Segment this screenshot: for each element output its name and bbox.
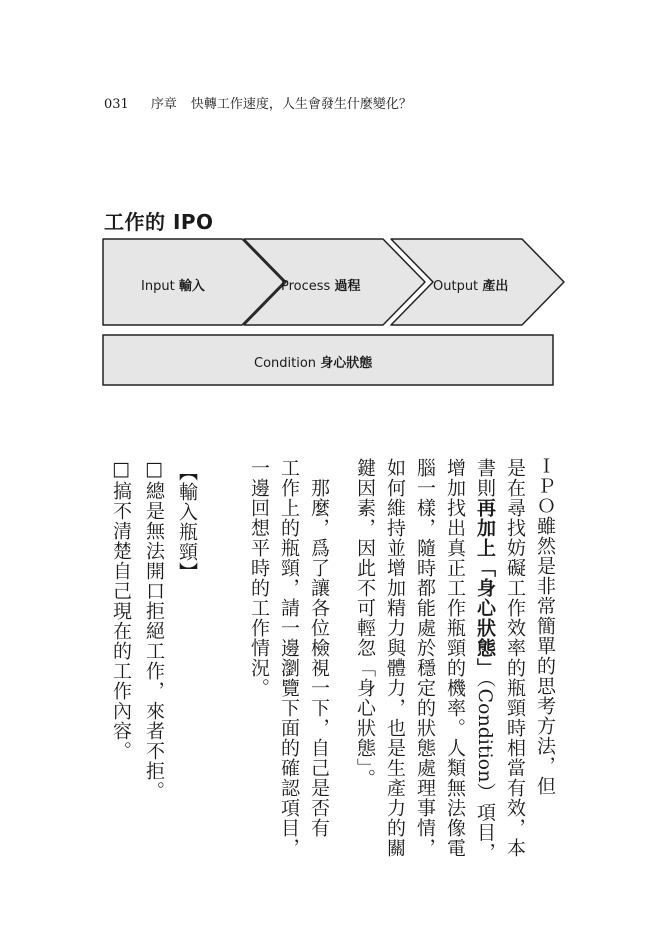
body-line-5: 腦一樣，隨時都能處於穩定的狀態處理事情， xyxy=(414,458,436,858)
body-line-8: 那麼，爲了讓各位檢視一下，自己是否有 xyxy=(308,458,330,838)
body-line-2: 是在尋找妨礙工作效率的瓶頸時相當有效，本 xyxy=(504,458,526,858)
body-line-6: 如何維持並增加精力與體力，也是生產力的關 xyxy=(384,458,406,858)
body-line-10: 一邊回想平時的工作情況。 xyxy=(248,458,270,698)
process-label: Process 過程 xyxy=(281,279,361,294)
ipo-diagram-title: 工作的 IPO xyxy=(104,210,214,234)
checklist-item: □搞不清楚自己現在的工作內容。 xyxy=(110,458,132,761)
condition-latin: Condition xyxy=(474,688,496,783)
condition-label: Condition 身心狀態 xyxy=(254,356,373,371)
body-line-1: ＩＰＯ雖然是非常簡單的思考方法，但 xyxy=(534,456,556,796)
body-line-9: 工作上的瓶頸，請一邊瀏覽下面的確認項目， xyxy=(278,458,300,858)
page-number: 031 xyxy=(104,97,129,112)
input-label: Input 輸入 xyxy=(141,279,205,294)
checklist-heading: 【輸入瓶頸】 xyxy=(176,462,198,582)
checklist-item: □總是無法開口拒絕工作，來者不拒。 xyxy=(143,458,165,801)
body-line-4: 增加找出真正工作瓶頸的機率。人類無法像電 xyxy=(444,458,466,858)
body-line-7: 鍵因素，因此不可輕忽「身心狀態」。 xyxy=(354,458,376,789)
body-line-3: 書則再加上「身心狀態」（Condition）項目， xyxy=(474,458,496,863)
output-label: Output 產出 xyxy=(433,279,509,294)
chapter-label: 序章 xyxy=(150,97,177,112)
chapter-title: 快轉工作速度，人生會發生什麼變化？ xyxy=(190,97,412,112)
condition-emphasis: 再加上「身心狀態」 xyxy=(474,498,496,678)
